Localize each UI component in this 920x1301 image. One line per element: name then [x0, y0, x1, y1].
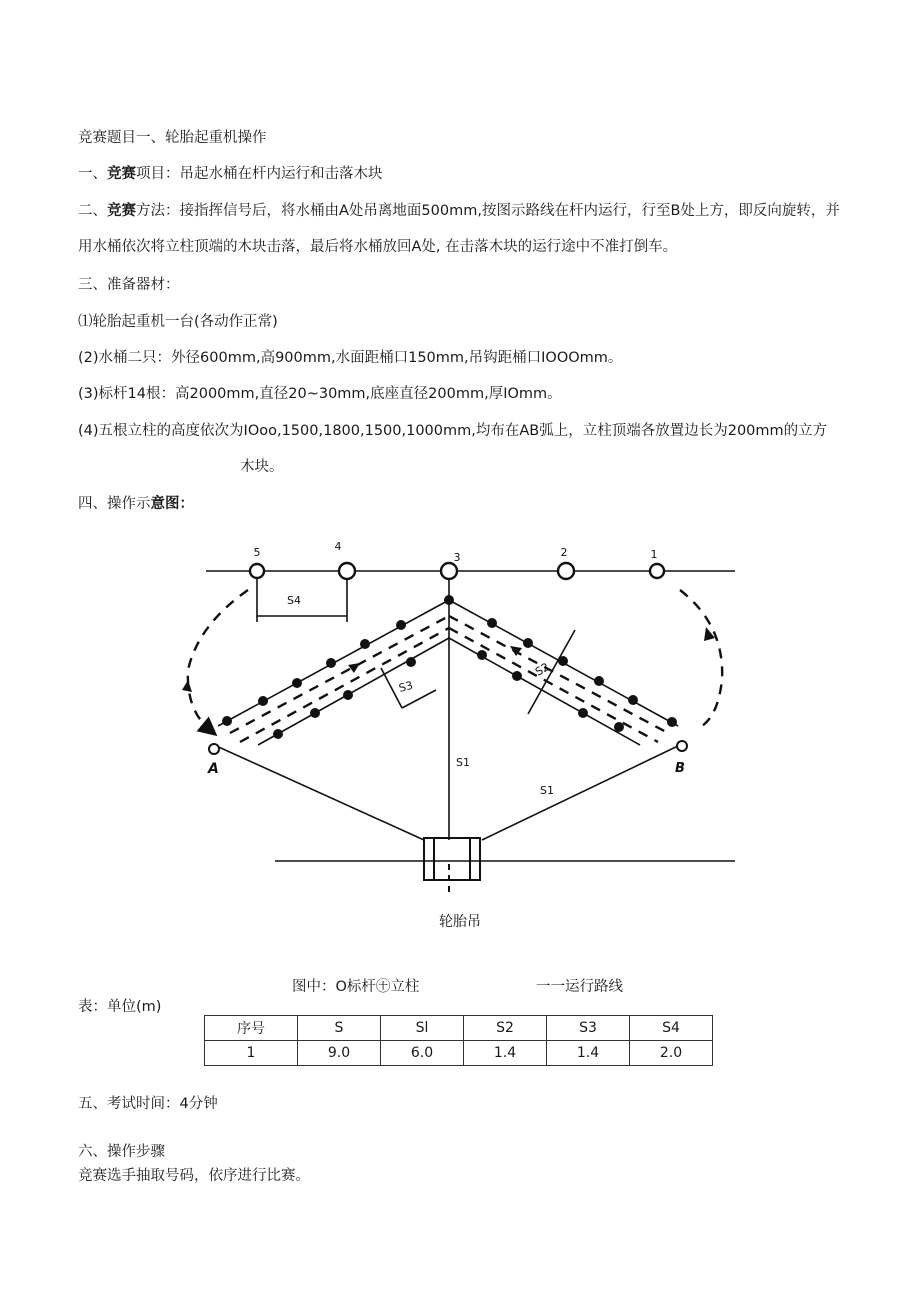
post-number-4: 4: [334, 540, 342, 553]
table-header-cell: 序号: [205, 1016, 298, 1041]
doc-title: 竞赛题目一、轮胎起重机操作: [78, 130, 267, 146]
post-number-1: 1: [650, 548, 658, 561]
section-1-bold: 竞赛: [107, 166, 136, 182]
table-cell: 1.4: [464, 1041, 547, 1066]
section-3-heading: 三、准备器材：: [78, 277, 180, 293]
legend-left: 图中：O标杆㊉立柱: [292, 979, 420, 995]
label-a: A: [208, 761, 219, 777]
route-left-upper: [230, 616, 449, 733]
section-3-item-4: (4)五根立柱的高度依次为IOoo,1500,1800,1500,1000mm,均布在AB弧上，立柱顶端各放置边长为200mm的立方: [78, 423, 828, 439]
table-caption: 表：单位(m): [78, 999, 162, 1015]
section-3-item-1: ⑴轮胎起重机一台(各动作正常): [78, 314, 278, 330]
route-right-upper: [449, 616, 668, 733]
section-1: [78, 164, 383, 184]
label-s1-right: S1: [540, 784, 554, 797]
section-6-heading: 六、操作步骤: [78, 1144, 165, 1160]
table-header-cell: S4: [630, 1016, 713, 1041]
label-s2: S2: [533, 660, 552, 679]
section-3-item-4-cont: 木块。: [240, 459, 284, 475]
section-2-text: 方法：接指挥信号后，将水桶由A处吊离地面500mm,按图示路线在杆内运行，行至B处上方，即反向旋转，并用水桶依次将立柱顶端的木块击落，最后将水桶放回A处, 在击落木块的运行途中不准打倒车。: [78, 203, 840, 255]
section-6-text: 竞赛选手抽取号码，依序进行比赛。: [78, 1168, 310, 1184]
section-1-prefix: 一、: [78, 166, 107, 182]
table-header-cell: Sl: [381, 1016, 464, 1041]
section-4-heading: [78, 494, 194, 514]
label-s3: S3: [397, 678, 415, 695]
unit-table: [204, 1015, 713, 1066]
section-4-bold: 意图：: [150, 496, 194, 512]
route-left-arc: [188, 590, 248, 730]
table-cell: 2.0: [630, 1041, 713, 1066]
crane-box: [424, 838, 480, 892]
section-2-prefix: 二、: [78, 203, 107, 219]
label-s4: S4: [287, 594, 301, 607]
section-5: 五、考试时间：4分钟: [78, 1096, 218, 1112]
table-cell: 1.4: [547, 1041, 630, 1066]
post-number-3: 3: [453, 551, 461, 564]
table-header-cell: S: [298, 1016, 381, 1041]
label-s1-left: S1: [456, 756, 470, 769]
table-cell: 1: [205, 1041, 298, 1066]
table-header-cell: S2: [464, 1016, 547, 1041]
operation-diagram: [170, 530, 750, 940]
section-4-prefix: 四、操作示: [78, 496, 151, 512]
table-cell: 9.0: [298, 1041, 381, 1066]
legend-right: 一一运行路线: [536, 979, 623, 995]
post-number-2: 2: [560, 546, 568, 559]
label-b: B: [675, 761, 685, 776]
section-1-text: 项目：吊起水桶在杆内运行和击落木块: [136, 166, 383, 182]
line-b-crane: [482, 744, 682, 840]
line-a-crane: [212, 744, 424, 840]
section-3-item-3: (3)标杆14根：高2000mm,直径20~30mm,底座直径200mm,厚IOmm。: [78, 386, 562, 402]
section-2-bold: 竞赛: [107, 203, 136, 219]
section-2: [78, 193, 848, 265]
section-3-item-2: (2)水桶二只：外径600mm,高900mm,水面距桶口150mm,吊钩距桶口IOOOmm。: [78, 350, 623, 366]
table-row: [205, 1041, 713, 1066]
post-number-5: 5: [253, 546, 261, 559]
table-cell: 6.0: [381, 1041, 464, 1066]
table-header-row: [205, 1016, 713, 1041]
crane-label: 轮胎吊: [439, 914, 481, 930]
route-right-arc: [680, 590, 722, 726]
table-header-cell: S3: [547, 1016, 630, 1041]
